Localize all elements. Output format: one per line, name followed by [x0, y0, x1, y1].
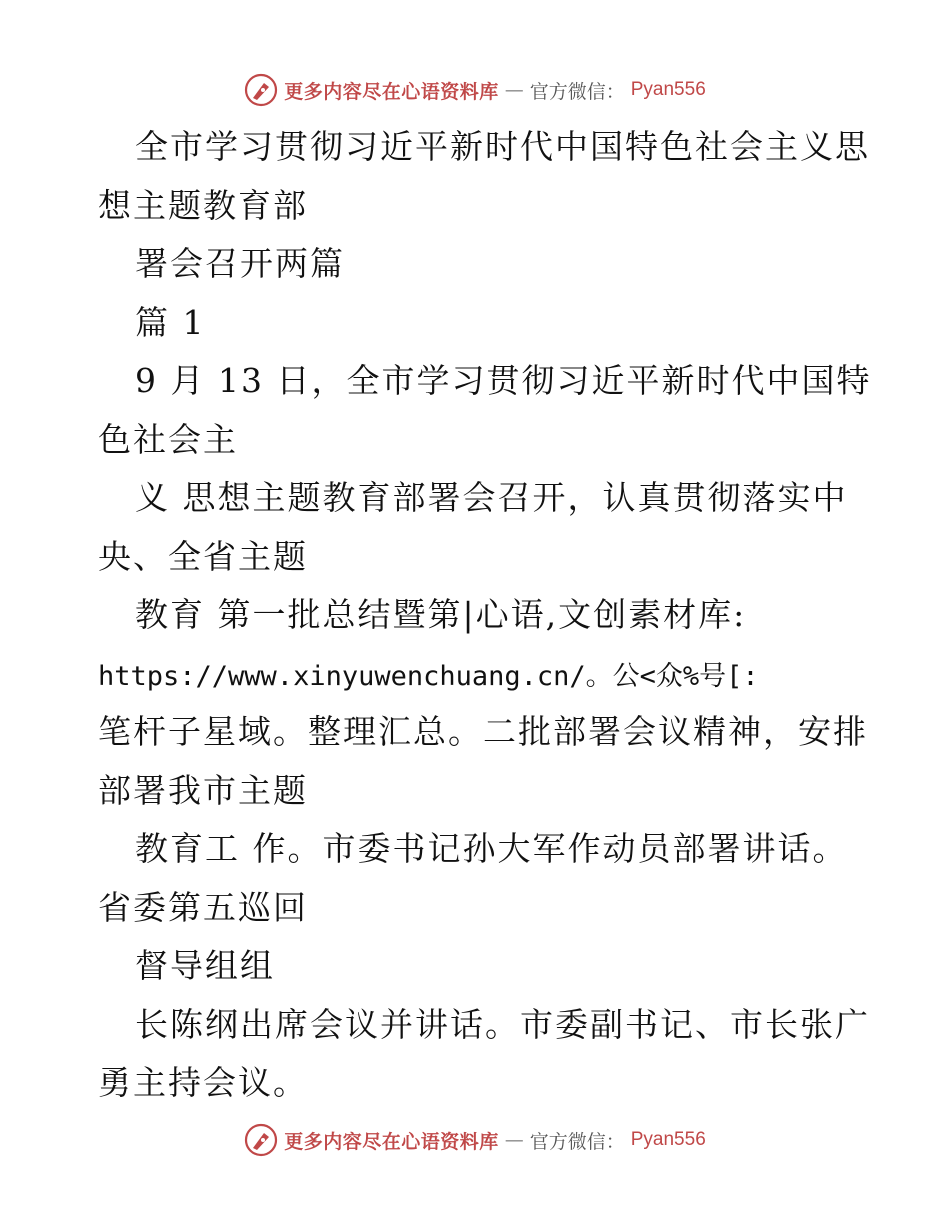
paragraph-line: 9 月 13 日，全市学习贯彻习近平新时代中国特 — [135, 361, 872, 400]
watermark-text: 更多内容尽在心语资料库 — [284, 80, 499, 103]
wechat-id: Pyan556 — [630, 79, 706, 100]
wechat-id: Pyan556 — [630, 1129, 706, 1150]
footer-watermark-banner — [0, 1120, 950, 1160]
header-watermark-banner — [0, 70, 950, 110]
watermark-separator: — — [504, 1129, 524, 1151]
watermark-text: 更多内容尽在心语资料库 — [284, 1130, 499, 1153]
document-title-line-1: 全市学习贯彻习近平新时代中国特色社会主义思 — [135, 127, 870, 166]
paragraph-line: 部署我市主题 — [98, 770, 308, 810]
paragraph-line: 督导组组 — [135, 946, 275, 985]
paragraph-line: 笔杆子星域。整理汇总。二批部署会议精神，安排 — [98, 712, 868, 751]
document-title-line-2: 想主题教育部 — [98, 185, 308, 225]
paragraph-line: 勇主持会议。 — [98, 1063, 308, 1102]
wechat-label: 官方微信： — [529, 1130, 625, 1153]
url-line: https://www.xinyuwenchuang.cn/。公<众%号[: — [98, 660, 759, 692]
paragraph-line: 央、全省主题 — [98, 536, 308, 576]
document-title-line-3: 署会召开两篇 — [135, 244, 345, 283]
wechat-label: 官方微信： — [529, 80, 625, 103]
paragraph-line: 教育 第一批总结暨第|心语,文创素材库: — [135, 595, 747, 634]
watermark-separator: — — [504, 79, 524, 101]
document-body — [98, 118, 872, 1113]
pen-nib-logo-icon — [244, 73, 278, 107]
paragraph-line: 义 思想主题教育部署会召开，认真贯彻落实中 — [135, 478, 848, 517]
paragraph-line: 教育工 作。市委书记孙大军作动员部署讲话。 — [135, 829, 848, 868]
pen-nib-logo-icon — [244, 1123, 278, 1157]
section-heading: 篇 1 — [135, 302, 206, 342]
paragraph-line: 长陈纲出席会议并讲话。市委副书记、市长张广 — [135, 1004, 870, 1044]
paragraph-line: 色社会主 — [98, 419, 238, 459]
paragraph-line: 省委第五巡回 — [98, 887, 308, 927]
